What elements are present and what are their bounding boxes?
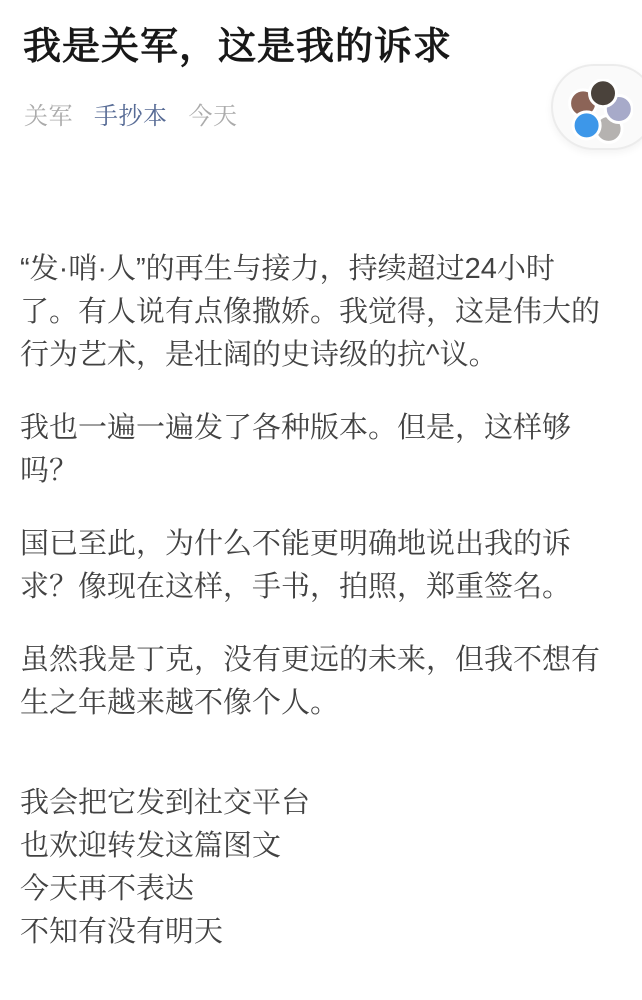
article-paragraph: “发·哨·人”的再生与接力，持续超过24小时 了。有人说有点像撒娇。我觉得，这是伟大的 行为艺术，是壮阔的史诗级的抗^议。	[20, 253, 601, 371]
article-paragraph: 我也一遍一遍发了各种版本。但是，这样够 吗？	[20, 412, 572, 487]
article-paragraph: 虽然我是丁克，没有更远的未来，但我不想有 生之年越来越不像个人。	[20, 644, 601, 719]
author-name: 关军	[24, 103, 73, 130]
article-body	[20, 248, 626, 954]
article-meta	[24, 100, 618, 134]
publish-date: 今天	[188, 103, 238, 130]
article-paragraph: 国已至此，为什么不能更明确地说出我的诉 求？像现在这样，手书，拍照，郑重签名。	[20, 528, 572, 603]
logo-petal-dark	[590, 80, 617, 107]
pinwheel-logo-icon	[567, 79, 633, 145]
logo-petal-blue	[573, 112, 600, 139]
account-link[interactable]: 手抄本	[94, 103, 168, 130]
article-paragraph: 我会把它发到社交平台 也欢迎转发这篇图文 今天再不表达 不知有没有明天	[20, 787, 311, 948]
floating-window-pill[interactable]	[551, 64, 642, 150]
page-title: 我是关军，这是我的诉求	[23, 26, 453, 68]
